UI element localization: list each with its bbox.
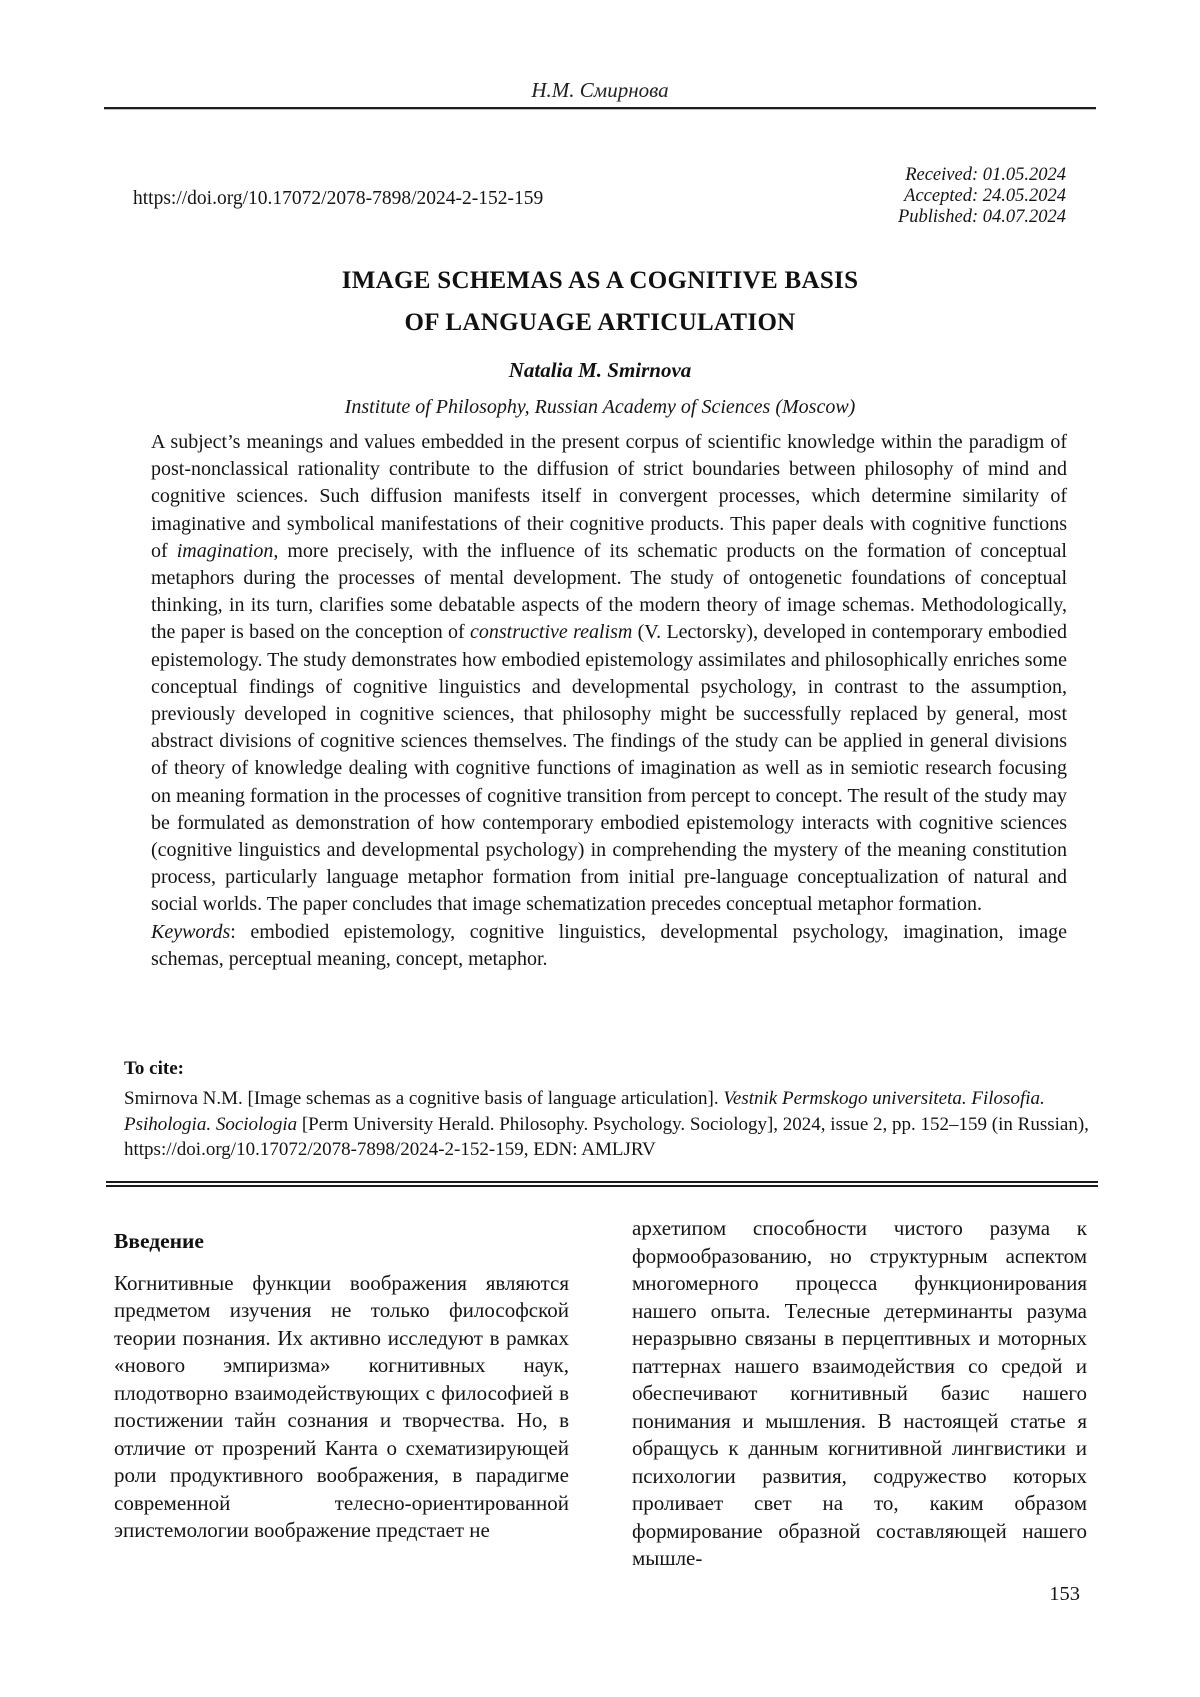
to-cite-label: To cite:	[124, 1058, 184, 1079]
abstract-text-3: (V. Lectorsky), developed in contemporary embodied epistemology. The study demonstrates how embodied epistemology assimilates and philosophically enriches some conceptual findings of cognitive linguistics and developmental psychology, in contrast to the assumption, previously developed in cognitive sciences, that philosophy might be successfully replaced by general, most abstract divisions of cognitive sciences themselves. The findings of the study can be applied in general divisions of theory of knowledge dealing with cognitive functions of imagination as well as in semiotic research focusing on meaning formation in the processes of cognitive transition from percept to concept. The result of the study may be formulated as demonstration of how contemporary embodied epistemology interacts with cognitive sciences (cognitive linguistics and developmental psychology) in comprehending the mystery of the meaning constitution process, particularly language metaphor formation from initial pre-language conceptualization of natural and social worlds. The paper concludes that image schematization precedes conceptual metaphor formation.	[151, 621, 1067, 916]
right-column	[632, 1212, 1087, 1573]
article-title	[0, 260, 1200, 344]
citation-block	[124, 1086, 1090, 1163]
published-date: Published: 04.07.2024	[897, 207, 1066, 227]
author-affiliation: Institute of Philosophy, Russian Academy of Sciences (Moscow)	[344, 396, 856, 418]
keywords-paragraph	[151, 919, 1067, 973]
introduction-heading: Введение	[114, 1229, 204, 1253]
section-divider-rule	[106, 1181, 1098, 1187]
abstract-block	[151, 429, 1067, 973]
abstract-italic-imagination: imagination	[176, 539, 274, 562]
abstract-paragraph	[151, 429, 1067, 919]
citation-text-2: [Perm University Herald. Philosophy. Psychology. Sociology], 2024, issue 2, pp. 152–159 (in Russian),	[297, 1113, 1089, 1135]
citation-journal-title: Vestnik Permskogo universiteta. Filosofia. Psihologia. Sociologia	[124, 1088, 1045, 1135]
article-title-line2: OF LANGUAGE ARTICULATION	[404, 309, 796, 336]
author-name: Natalia M. Smirnova	[508, 358, 692, 382]
received-date: Received: 01.05.2024	[905, 165, 1066, 185]
citation-doi-link[interactable]: https://doi.org/10.17072/2078-7898/2024-2-152-159	[124, 1139, 524, 1160]
intro-paragraph-right: архетипом способности чистого разума к формообразованию, но структурным аспектом многомерного процесса функционирования нашего опыта. Телесные детерминанты разума неразрывно связаны в перцептивных и моторных паттернах нашего взаимодействия со средой и обеспечивают когнитивный базис нашего понимания и мышления. В настоящей статье я обращусь к данным когнитивной лингвистики и психологии развития, содружество которых проливает свет на то, каким образом формирование образной составляющей нашего мышле-	[632, 1216, 1087, 1570]
page-number: 153	[1049, 1583, 1080, 1605]
doi-link[interactable]: https://doi.org/10.17072/2078-7898/2024-2-152-159	[133, 188, 544, 209]
body-columns	[114, 1212, 1087, 1573]
abstract-text-2: , more precisely, with the influence of its schematic products on the formation of conceptual metaphors during the processes of mental development. The study of ontogenetic foundations of conceptual thinking, in its turn, clarifies some debatable aspects of the modern theory of image schemas. Methodologically, the paper is based on the conception of	[151, 539, 1067, 644]
abstract-text-1: A subject’s meanings and values embedded in the present corpus of scientific knowledge within the paradigm of post-nonclassical rationality contribute to the diffusion of strict boundaries between philosophy of mind and cognitive sciences. Such diffusion manifests itself in convergent processes, which determine similarity of imaginative and symbolical manifestations of their cognitive products. This paper deals with cognitive functions of	[151, 431, 1067, 562]
abstract-italic-constructive-realism: constructive realism	[470, 621, 633, 644]
dates-block	[898, 165, 1066, 228]
accepted-date: Accepted: 24.05.2024	[904, 186, 1066, 206]
citation-text-1: Smirnova N.M. [Image schemas as a cognitive basis of language articulation].	[124, 1088, 724, 1109]
article-title-line1: IMAGE SCHEMAS AS A COGNITIVE BASIS	[341, 267, 859, 294]
keywords-text: : embodied epistemology, cognitive linguistics, developmental psychology, imagination, image schemas, perceptual meaning, concept, metaphor.	[151, 920, 1067, 970]
running-head: Н.М. Смирнова	[531, 78, 669, 102]
citation-text-3: , EDN: AMLJRV	[523, 1139, 656, 1160]
intro-paragraph-left: Когнитивные функции воображения являются предметом изучения не только философской теории познания. Их активно исследуют в рамках «нового эмпиризма» когнитивных наук, плодотворно взаимодействующих с философией в постижении тайн сознания и творчества. Но, в отличие от прозрений Канта о схематизирующей роли продуктивного воображения, в парадигме современной телесно-ориентированной эпистемологии воображение предстает не	[114, 1270, 569, 1542]
keywords-label: Keywords	[151, 920, 231, 943]
header-rule	[104, 107, 1096, 110]
left-column	[114, 1212, 569, 1573]
